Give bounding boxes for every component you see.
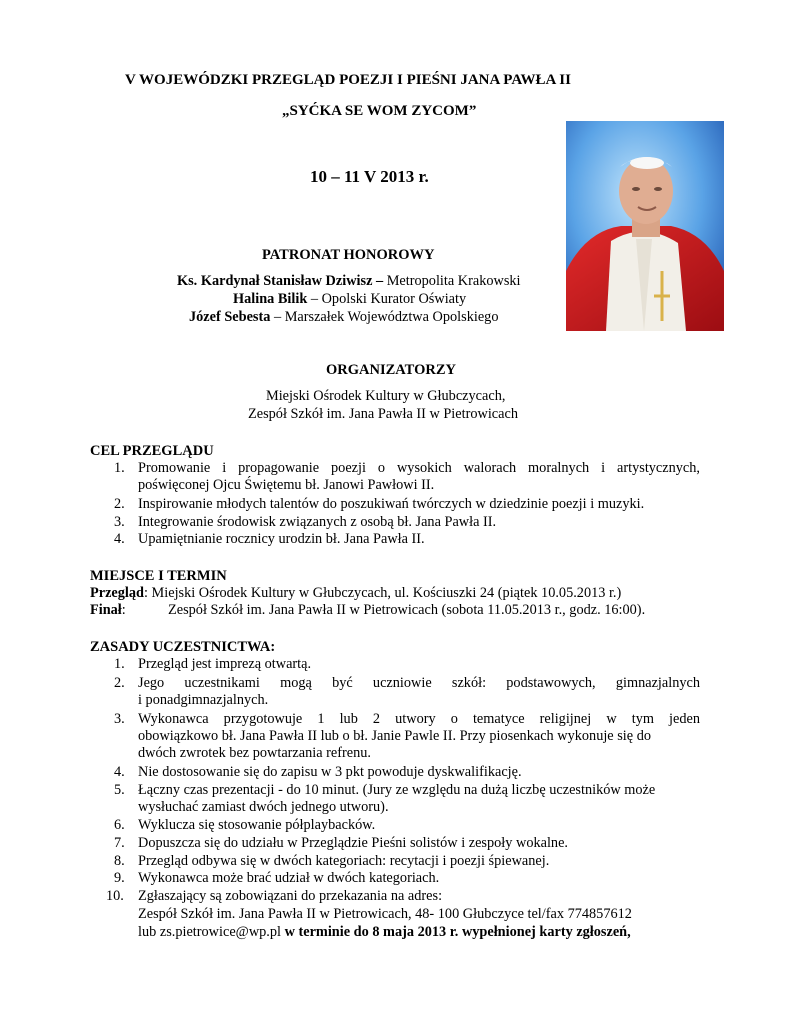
rule-text: Nie dostosowanie się do zapisu w 3 pkt powoduje dyskwalifikację. bbox=[138, 764, 522, 780]
place-heading: MIEJSCE I TERMIN bbox=[90, 568, 227, 584]
rule-text: Wyklucza się stosowanie półplaybacków. bbox=[138, 817, 376, 833]
final-colon: : bbox=[121, 602, 126, 618]
patron-line-3 bbox=[189, 309, 498, 326]
rule-number: 4. bbox=[114, 764, 125, 780]
rule-number: 9. bbox=[114, 870, 125, 886]
rule-item-cont: dwóch zwrotek bez powtarzania refrenu. bbox=[138, 745, 372, 761]
review-label: Przegląd bbox=[90, 585, 144, 601]
patron-separator: – bbox=[372, 273, 387, 289]
place-review-line bbox=[90, 585, 621, 602]
rule-number: 7. bbox=[114, 835, 125, 851]
rule-item-cont bbox=[138, 924, 631, 941]
patron-role: Metropolita Krakowski bbox=[386, 273, 521, 289]
rule-text: Łączny czas prezentacji - do 10 minut. (Jury ze względu na dużą liczbę uczestników może bbox=[138, 782, 656, 798]
rule-item-cont: i ponadgimnazjalnych. bbox=[138, 692, 269, 708]
rule-text: Wykonawca przygotowuje 1 lub 2 utwory o tematyce religijnej w tym jeden bbox=[138, 711, 700, 727]
rule-number: 1. bbox=[114, 656, 125, 672]
rule-text: Przegląd odbywa się w dwóch kategoriach: recytacji i poezji śpiewanej. bbox=[138, 853, 550, 869]
patron-line-1 bbox=[177, 273, 521, 290]
document-title: V WOJEWÓDZKI PRZEGLĄD POEZJI I PIEŚNI JANA PAWŁA II bbox=[125, 72, 571, 88]
goal-text: Inspirowanie młodych talentów do poszukiwań twórczych w dziedzinie poezji i muzyki. bbox=[138, 496, 645, 512]
patron-role: Opolski Kurator Oświaty bbox=[321, 291, 467, 307]
rule-item-cont: Zespół Szkół im. Jana Pawła II w Pietrowicach, 48- 100 Głubczyce tel/fax 774857612 bbox=[138, 906, 632, 922]
rules-heading: ZASADY UCZESTNICTWA: bbox=[90, 639, 276, 655]
rule-number: 6. bbox=[114, 817, 125, 833]
patron-name: Józef Sebesta bbox=[189, 309, 271, 325]
review-text: : Miejski Ośrodek Kultury w Głubczycach, ul. Kościuszki 24 (piątek 10.05.2013 r.) bbox=[144, 585, 622, 601]
document-subtitle: „SYĆKA SE WOM ZYCOM” bbox=[282, 103, 477, 119]
goal-text: Upamiętnianie rocznicy urodzin bł. Jana Pawła II. bbox=[138, 531, 425, 547]
patronat-heading: PATRONAT HONOROWY bbox=[262, 247, 435, 263]
goal-number: 2. bbox=[114, 496, 125, 512]
patron-name: Halina Bilik bbox=[233, 291, 308, 307]
rule-number: 2. bbox=[114, 675, 125, 691]
goal-number: 4. bbox=[114, 531, 125, 547]
organizer-1: Miejski Ośrodek Kultury w Głubczycach, bbox=[266, 388, 506, 404]
organizers-heading: ORGANIZATORZY bbox=[326, 362, 456, 378]
rule-text: Jego uczestnikami mogą być uczniowie szkół: podstawowych, gimnazjalnych bbox=[138, 675, 700, 691]
rule-number: 5. bbox=[114, 782, 125, 798]
deadline-text: w terminie do 8 maja 2013 r. wypełnionej karty zgłoszeń, bbox=[284, 924, 631, 940]
rule-text: Wykonawca może brać udział w dwóch kategoriach. bbox=[138, 870, 440, 886]
rule-number: 8. bbox=[114, 853, 125, 869]
goal-text: Integrowanie środowisk związanych z osobą bł. Jana Pawła II. bbox=[138, 514, 497, 530]
goal-item-cont: poświęconej Ojcu Świętemu bł. Janowi Pawłowi II. bbox=[138, 477, 435, 493]
goal-text: Promowanie i propagowanie poezji o wysokich walorach moralnych i artystycznych, bbox=[138, 460, 700, 476]
email-text: lub zs.pietrowice@wp.pl bbox=[138, 924, 285, 940]
rule-item-cont: obowiązkowo bł. Jana Pawła II lub o bł. Janie Pawle II. Przy piosenkach wykonuje się do bbox=[138, 728, 651, 744]
rule-text: Przegląd jest imprezą otwartą. bbox=[138, 656, 312, 672]
place-final-line bbox=[90, 602, 126, 619]
rule-text: Zgłaszający są zobowiązani do przekazania na adres: bbox=[138, 888, 443, 904]
goal-heading: CEL PRZEGLĄDU bbox=[90, 443, 214, 459]
rule-text: Dopuszcza się do udziału w Przeglądzie Pieśni solistów i zespoły wokalne. bbox=[138, 835, 568, 851]
final-label: Finał bbox=[90, 602, 122, 618]
goal-number: 3. bbox=[114, 514, 125, 530]
rule-number: 10. bbox=[106, 888, 124, 904]
patron-name: Ks. Kardynał Stanisław Dziwisz bbox=[177, 273, 373, 289]
rule-item-cont: wysłuchać zamiast dwóch jednego utworu). bbox=[138, 799, 389, 815]
patron-role: Marszałek Województwa Opolskiego bbox=[284, 309, 499, 325]
organizer-2: Zespół Szkół im. Jana Pawła II w Pietrowicach bbox=[248, 406, 518, 422]
rule-number: 3. bbox=[114, 711, 125, 727]
patron-line-2 bbox=[233, 291, 466, 308]
patron-separator: – bbox=[270, 309, 285, 325]
final-text: Zespół Szkół im. Jana Pawła II w Pietrowicach (sobota 11.05.2013 r., godz. 16:00). bbox=[168, 602, 646, 618]
event-dates: 10 – 11 V 2013 r. bbox=[310, 167, 429, 186]
pope-portrait-image bbox=[566, 121, 724, 331]
goal-number: 1. bbox=[114, 460, 125, 476]
patron-separator: – bbox=[307, 291, 322, 307]
